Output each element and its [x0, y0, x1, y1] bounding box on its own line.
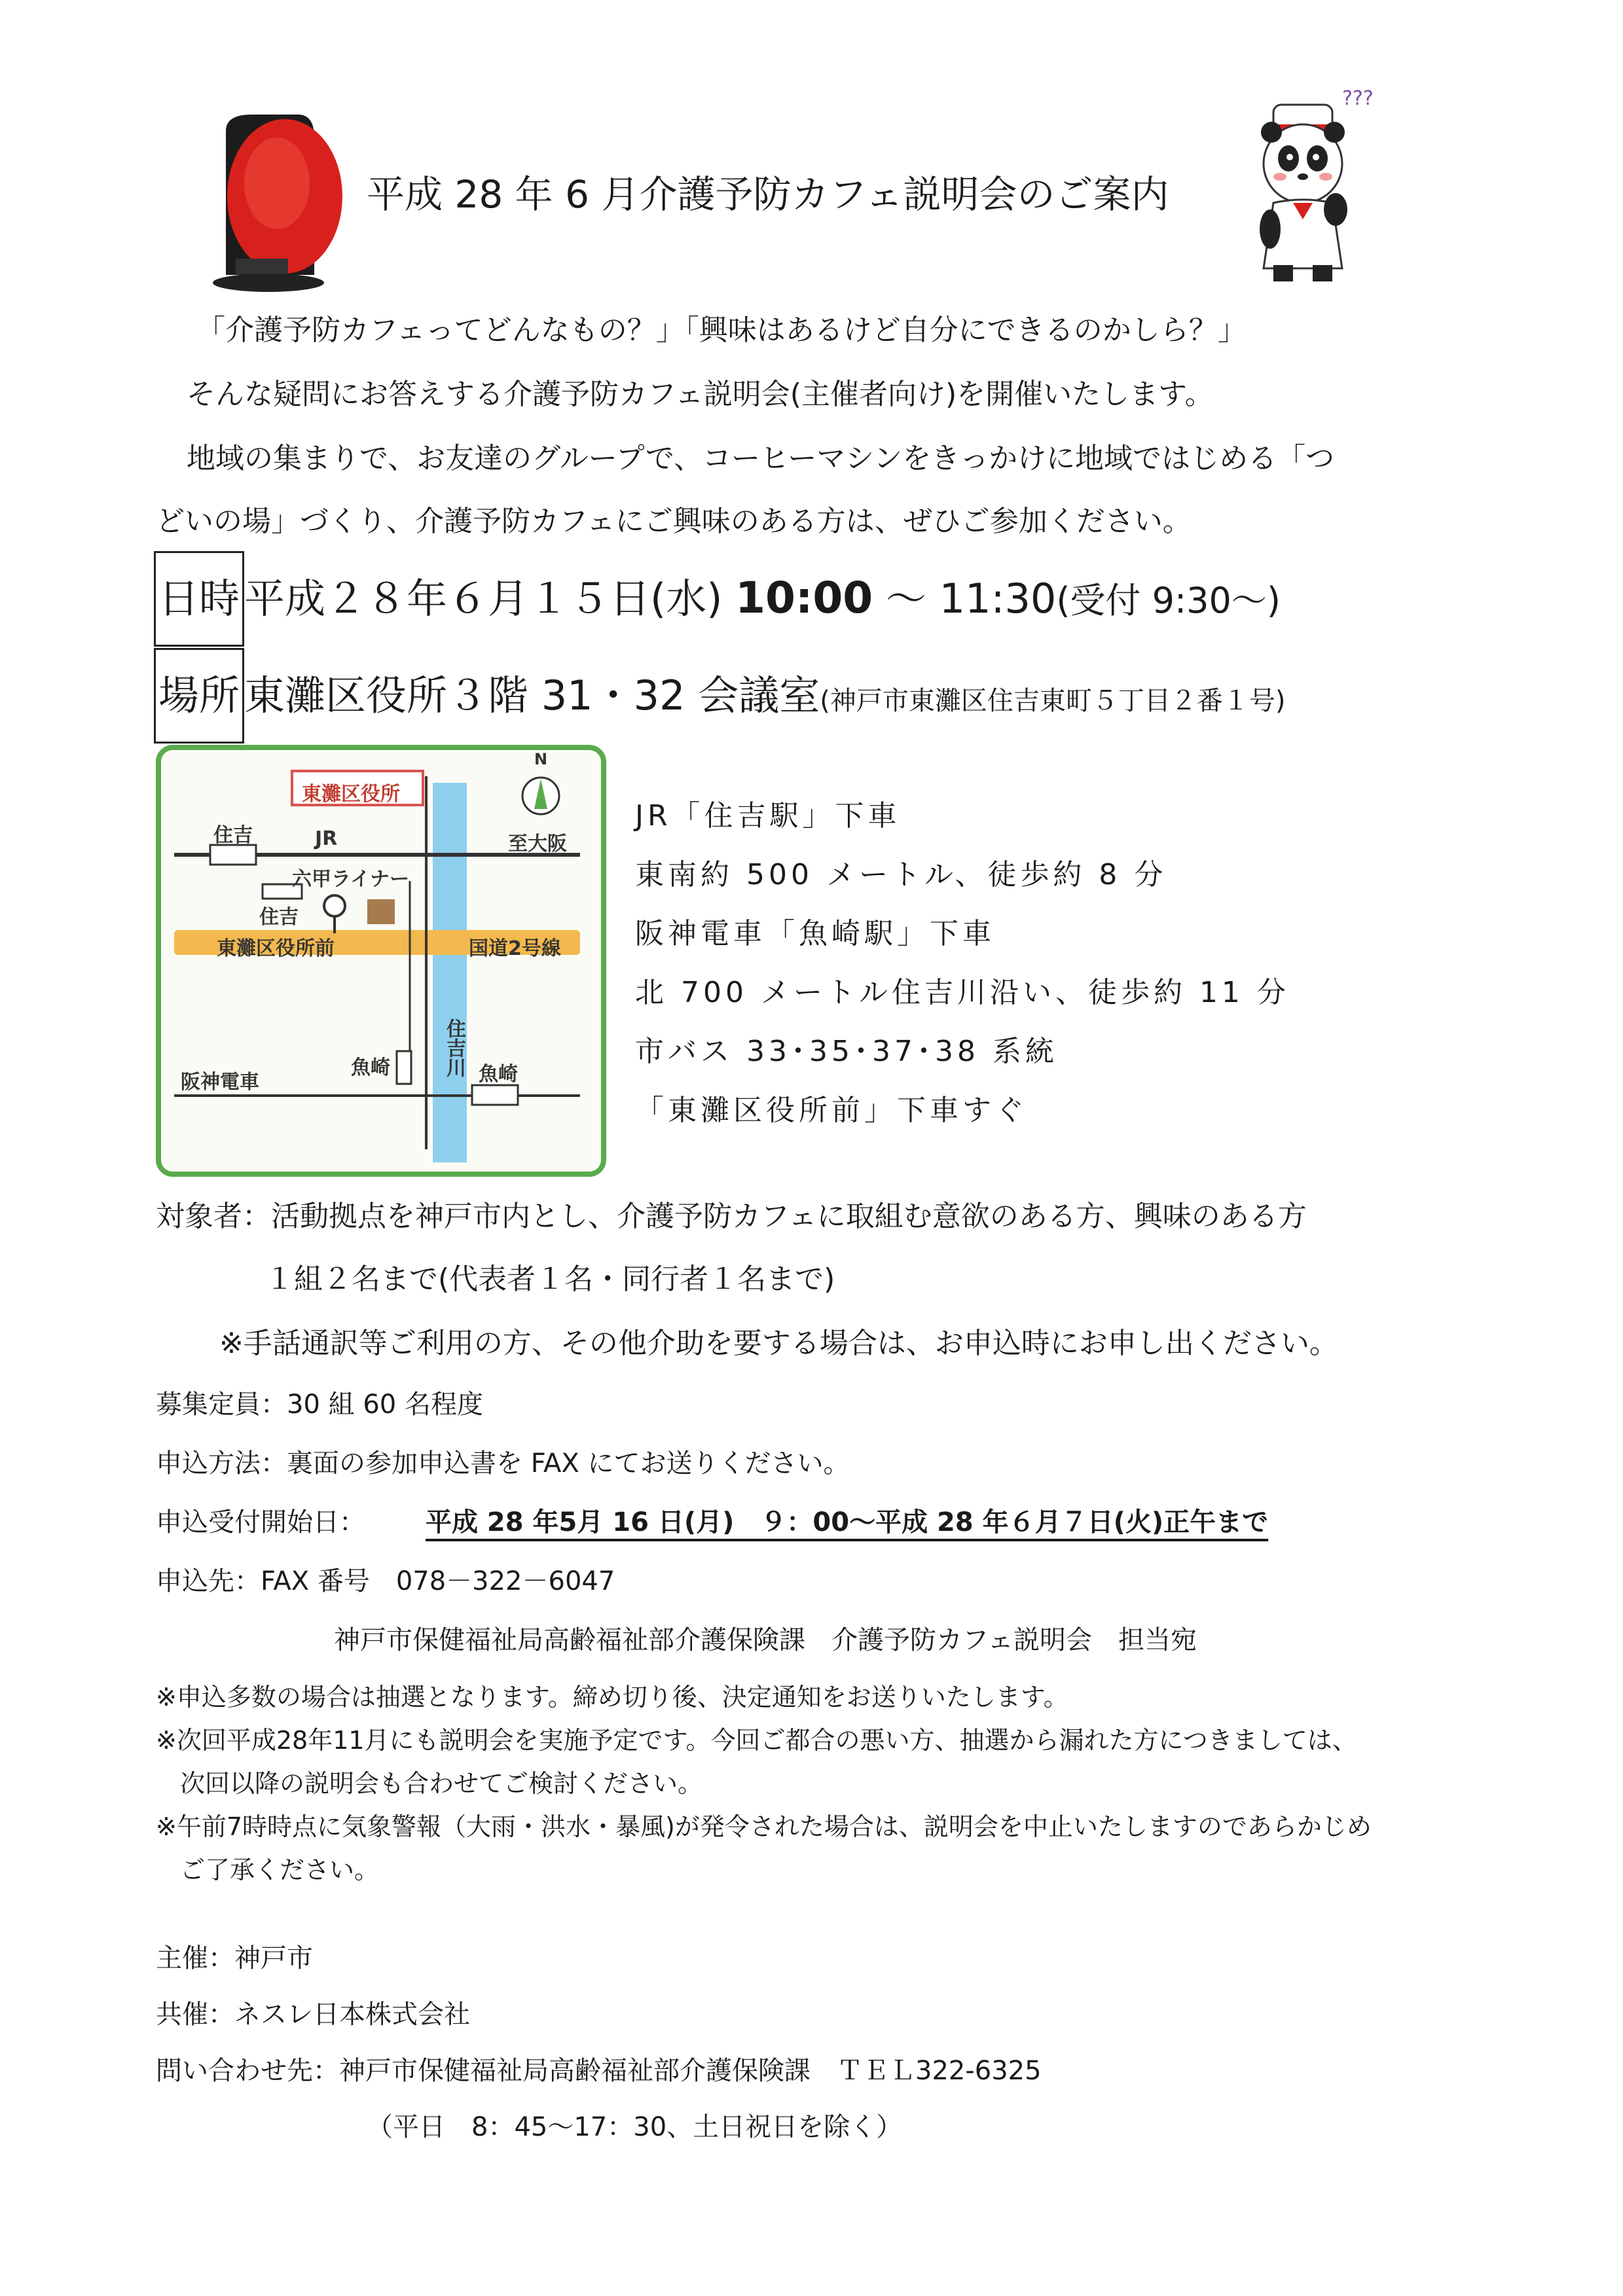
map-office-label: 東灘区役所 — [302, 783, 400, 806]
uozaki-hanshin-station — [472, 1085, 518, 1105]
place-address: (神戸市東灘区住吉東町５丁目２番１号) — [820, 686, 1286, 716]
sumiyoshi-jr-station — [210, 845, 256, 865]
addressee-line: 神戸市保健福祉局高齢福祉部介護保険課 介護予防カフェ説明会 担当宛 — [334, 1625, 1197, 1655]
place-row — [154, 648, 1285, 747]
map-sumiyoshi-jr-label: 住吉 — [213, 824, 253, 847]
intro-line-4: どいの場」づくり、介護予防カフェにご興味のある方は、ぜひご参加ください。 — [156, 505, 1192, 538]
note-line-2: ※次回平成28年11月にも説明会を実施予定です。今回ご都合の悪い方、抽選から漏れた方につきましては、 — [156, 1726, 1357, 1755]
river-shape — [433, 783, 467, 1162]
map-route2-label: 国道2号線 — [469, 937, 561, 960]
access-line-4: 北 700 メートル住吉川沿い、徒歩約 11 分 — [635, 976, 1290, 1009]
map-rokko-liner-label: 六甲ライナー — [292, 868, 410, 891]
datetime-tilde: ～ — [885, 575, 926, 622]
access-line-6: 「東灘区役所前」下車すぐ — [635, 1094, 1028, 1127]
note-line-1: ※申込多数の場合は抽選となります。締め切り後、決定通知をお送りいたします。 — [156, 1683, 1068, 1712]
method-line: 申込方法：裏面の参加申込書を FAX にてお送りください。 — [156, 1448, 850, 1479]
intro-line-3: 地域の集まりで、お友達のグループで、コーヒーマシンをきっかけに地域ではじめる「つ — [187, 442, 1335, 475]
group-line: １組２名まで(代表者１名・同行者１名まで) — [265, 1263, 835, 1296]
target-line: 対象者：活動拠点を神戸市内とし、介護予防カフェに取組む意欲のある方、興味のある方 — [156, 1200, 1307, 1233]
place-label: 場所 — [154, 648, 244, 744]
note-line-4: ※午前7時時点に気象警報（大雨・洪水・暴風)が発令された場合は、説明会を中止いたしますのであらかじめ — [156, 1812, 1372, 1841]
access-line-2: 東南約 500 メートル、徒歩約 8 分 — [635, 858, 1167, 891]
map-sumiyoshi-rl-label: 住吉 — [259, 906, 299, 929]
map-uozaki-left-label: 魚崎 — [351, 1056, 390, 1079]
assistance-note: ※手話通訳等ご利用の方、その他介助を要する場合は、お申込時にお申し出ください。 — [219, 1327, 1338, 1360]
map-hanshin-label: 阪神電車 — [181, 1071, 259, 1094]
panda-mascot-image — [1244, 79, 1395, 288]
office-building — [367, 899, 395, 924]
map-uozaki-right-label: 魚崎 — [479, 1063, 518, 1086]
access-line-5: 市バス 33･35･37･38 系統 — [635, 1035, 1058, 1068]
intro-line-1: 「介護予防カフェってどんなもの？」「興味はあるけど自分にできるのかしら？」 — [196, 314, 1247, 347]
organizer-line: 主催：神戸市 — [156, 1943, 313, 1973]
map-north-label: N — [534, 750, 548, 768]
period-value: 平成 28 年5月 16 日(月) ９：00～平成 28 年６月７日(火)正午まで — [426, 1507, 1269, 1537]
hours-line: （平日 8：45～17：30、土日祝日を除く） — [367, 2112, 903, 2142]
period-label: 申込受付開始日： — [156, 1507, 365, 1537]
access-map — [156, 745, 606, 1177]
map-to-osaka-label: 至大阪 — [508, 833, 567, 855]
access-map-drawing — [161, 750, 601, 1172]
uozaki-rl-station — [397, 1051, 411, 1084]
intro-line-2: そんな疑問にお答えする介護予防カフェ説明会(主催者向け)を開催いたします。 — [187, 378, 1214, 411]
bus-stop-icon — [324, 895, 345, 916]
map-river-label: 住吉川 — [443, 1018, 465, 1077]
datetime-start: 10:00 — [735, 573, 873, 623]
map-jr-label: JR — [315, 827, 338, 850]
access-line-3: 阪神電車「魚崎駅」下車 — [635, 917, 995, 950]
coffee-machine-image — [200, 111, 350, 295]
datetime-date: 平成２８年６月１５日(水) — [244, 575, 723, 622]
contact-line: 問い合わせ先：神戸市保健福祉局高齢福祉部介護保険課 ＴＥＬ322-6325 — [156, 2056, 1042, 2086]
map-road-stop-label: 東灘区役所前 — [217, 937, 335, 960]
note-line-5: ご了承ください。 — [180, 1856, 380, 1884]
fax-line: 申込先：FAX 番号 078－322－6047 — [156, 1566, 615, 1596]
datetime-label: 日時 — [154, 551, 244, 647]
datetime-reception: (受付 9:30～) — [1056, 580, 1281, 621]
place-name: 東灘区役所３階 31・32 会議室 — [244, 672, 820, 719]
svg-text:???: ??? — [1342, 87, 1374, 110]
page-title: 平成 28 年 6 月介護予防カフェ説明会のご案内 — [367, 172, 1169, 217]
datetime-row — [154, 551, 1281, 647]
cosponsor-line: 共催：ネスレ日本株式会社 — [156, 2000, 470, 2030]
note-line-3: 次回以降の説明会も合わせてご検討ください。 — [180, 1769, 703, 1798]
access-line-1: JR「住吉駅」下車 — [635, 799, 901, 833]
capacity-line: 募集定員：30 組 60 名程度 — [156, 1390, 483, 1420]
datetime-end: 11:30 — [939, 575, 1057, 622]
